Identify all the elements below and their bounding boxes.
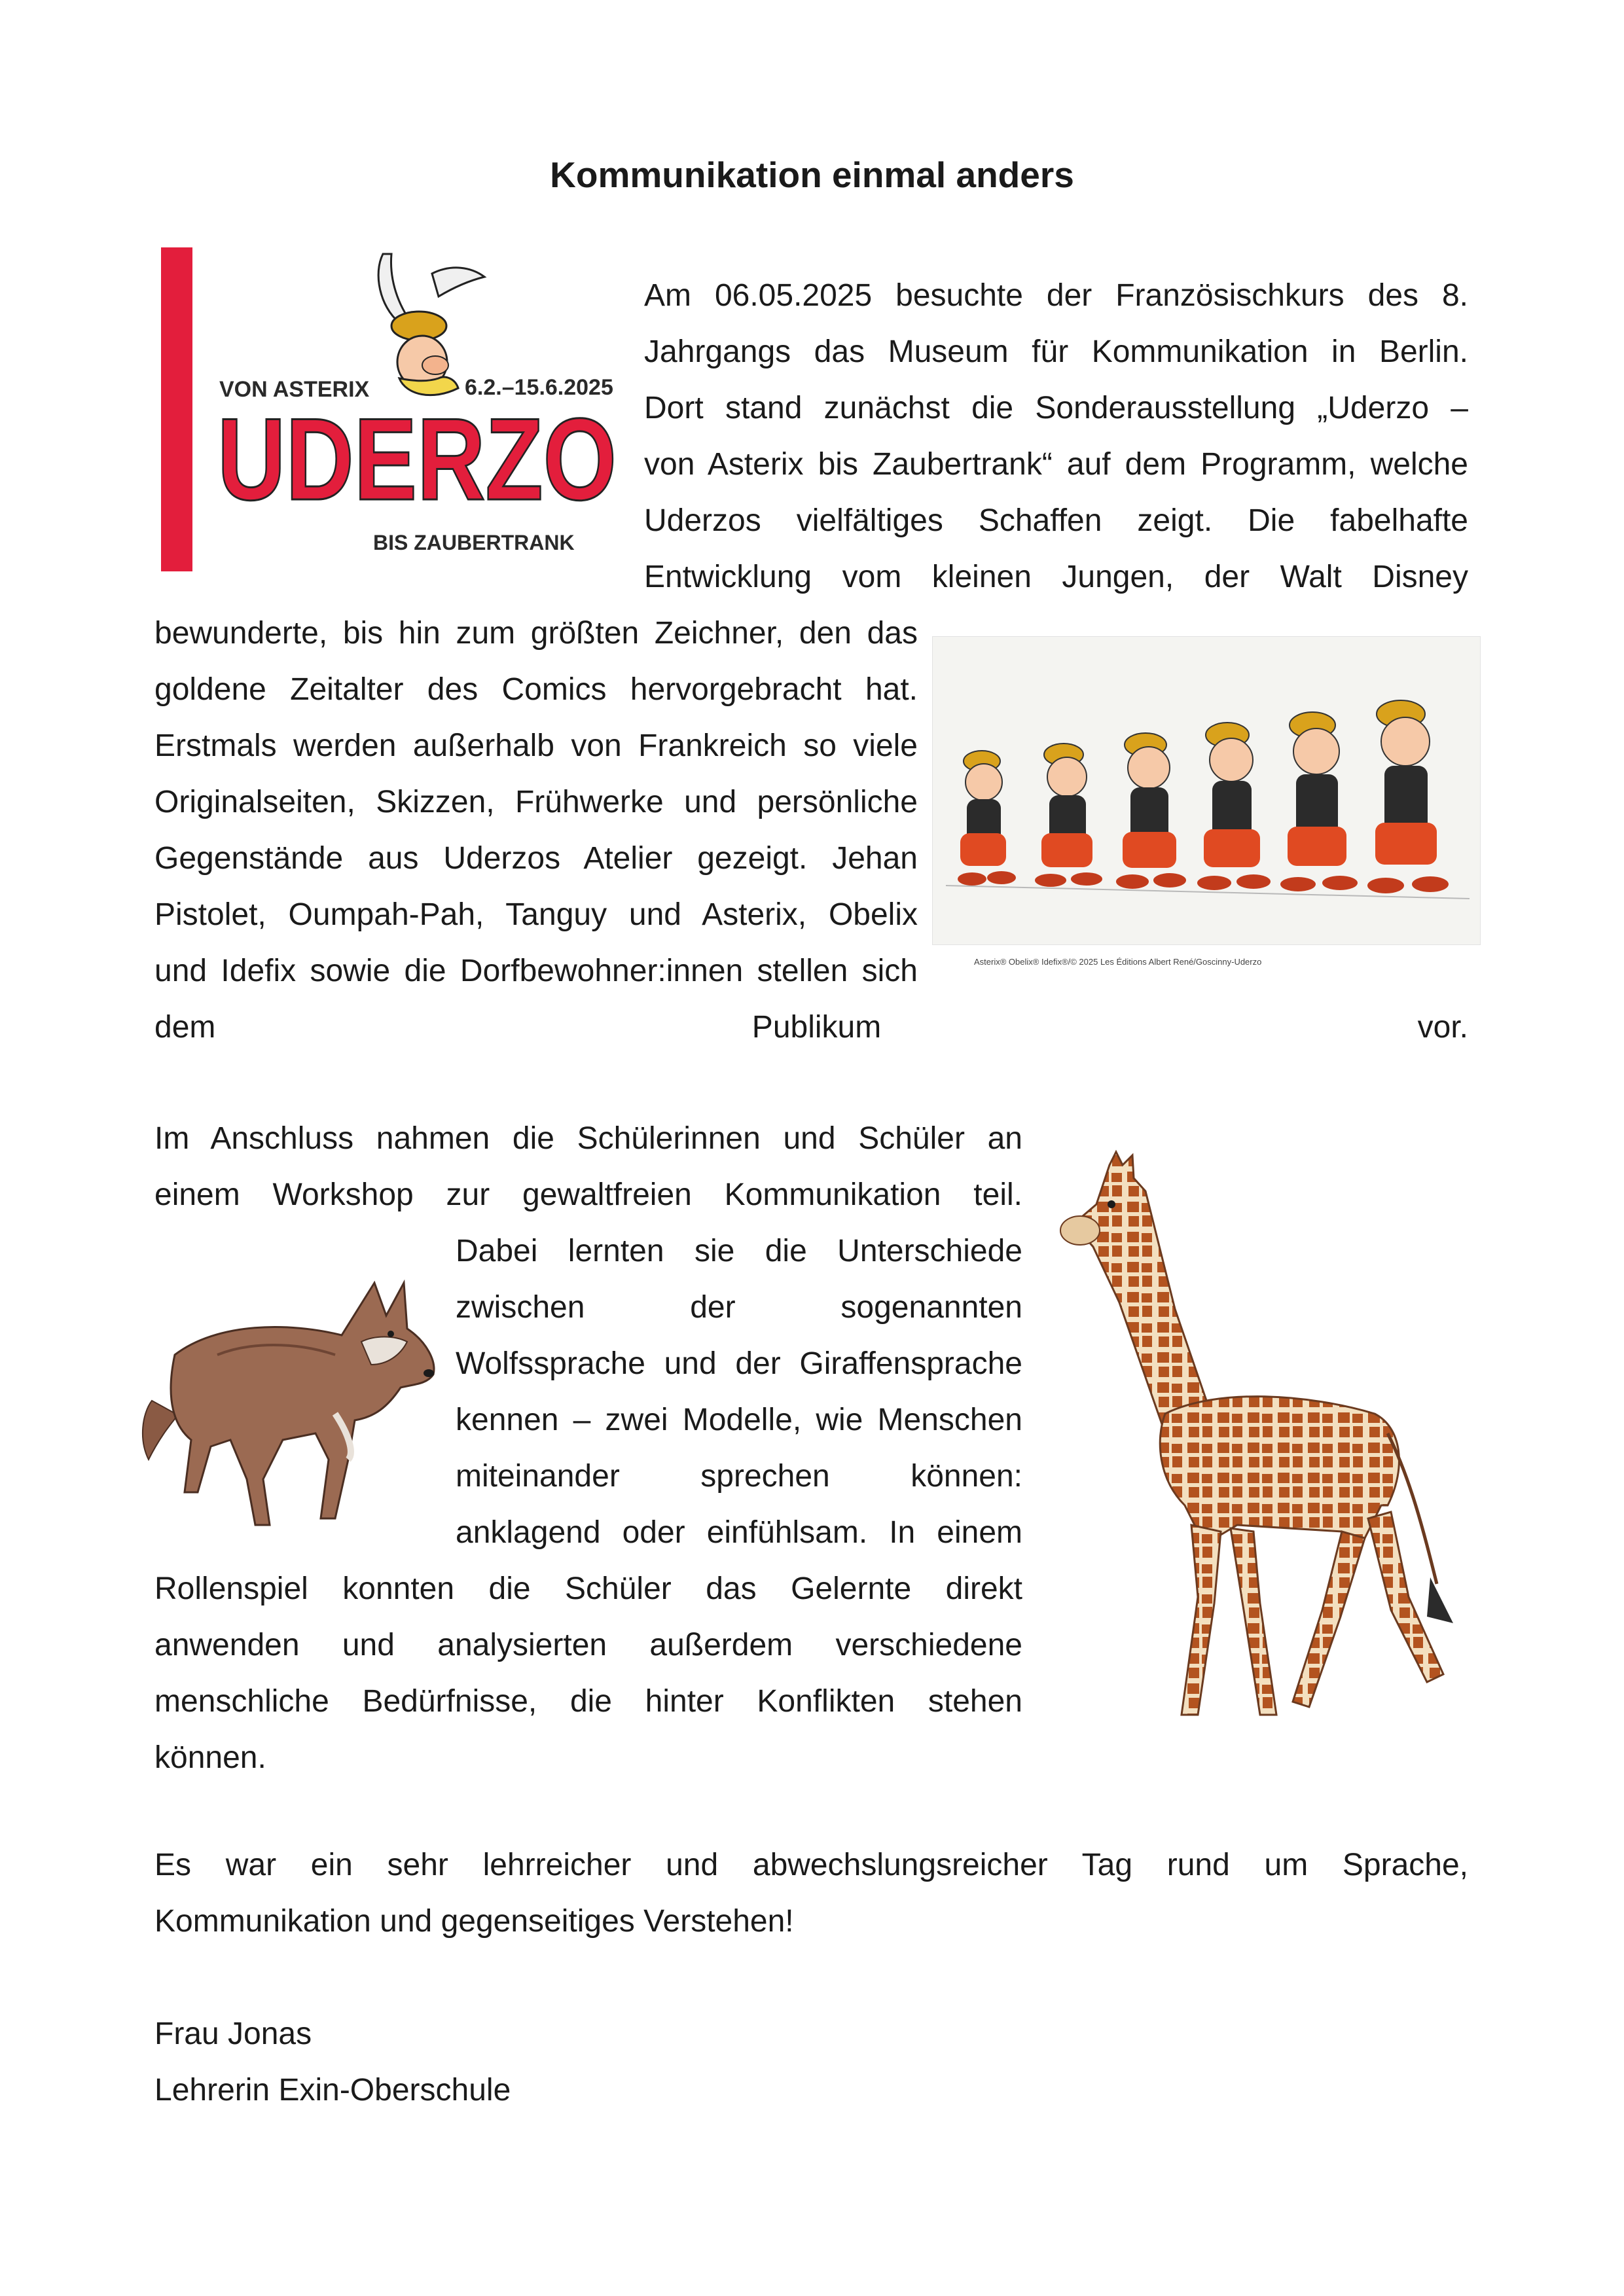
para2-line-4: zwischen der sogenannten (456, 1290, 1022, 1325)
para1-line-6: Entwicklung vom kleinen Jungen, der Walt Disney (644, 560, 1468, 594)
para1-line-1: Am 06.05.2025 besuchte der Französischkurs des 8. (644, 278, 1468, 313)
para2-line-6: kennen – zwei Modelle, wie Menschen (456, 1403, 1022, 1437)
para2-line-1: Im Anschluss nahmen die Schülerinnen und Schüler an (154, 1121, 1022, 1156)
giraffe-eye (1108, 1200, 1115, 1208)
asterix-figure-1 (958, 751, 1016, 886)
page-title: Kommunikation einmal anders (550, 154, 1074, 195)
asterix-march-illustration (932, 636, 1481, 945)
para1-line-10: Originalseiten, Skizzen, Frühwerke und persönliche (154, 785, 918, 819)
para2-line-10: anwenden und analysierten außerdem verschiedene (154, 1628, 1022, 1662)
para1-line-11: Gegenstände aus Uderzos Atelier gezeigt. Jehan (154, 841, 918, 876)
para1-line-4: von Asterix bis Zaubertrank“ auf dem Programm, welche (644, 447, 1468, 482)
para3-line-2: Kommunikation und gegenseitiges Verstehen! (154, 1904, 794, 1939)
para2-line-12: können. (154, 1740, 266, 1775)
uderzo-exhibition-logo (157, 247, 635, 571)
asterix-figure-6 (1367, 700, 1449, 893)
para1-line-13: und Idefix sowie die Dorfbewohner:innen stellen sich (154, 954, 918, 988)
asterix-figure-5 (1280, 712, 1358, 891)
para2-line-5: Wolfssprache und der Giraffensprache (456, 1346, 1022, 1381)
para2-line-2: einem Workshop zur gewaltfreien Kommunikation teil. (154, 1177, 1022, 1212)
wolf-illustration (139, 1244, 450, 1538)
logo-red-bar (161, 247, 192, 571)
para2-line-8: anklagend oder einfühlsam. In einem (456, 1515, 1022, 1550)
logo-main-text: UDERZO (217, 394, 617, 524)
asterix-figure-4 (1197, 723, 1271, 890)
para2-line-9: Rollenspiel konnten die Schüler das Gelernte direkt (154, 1571, 1022, 1606)
asterix-figure-3 (1116, 733, 1186, 889)
para1-line-2: Jahrgangs das Museum für Kommunikation in Berlin. (644, 334, 1468, 369)
para2-line-11: menschliche Bedürfnisse, die hinter Konflikten stehen (154, 1684, 1022, 1719)
signature-name: Frau Jonas (154, 2017, 312, 2051)
para3-line-1: Es war ein sehr lehrreicher und abwechslungsreicher Tag rund um Sprache, (154, 1848, 1468, 1882)
asterix-figure-2 (1035, 744, 1102, 887)
para2-line-7: miteinander sprechen können: (456, 1459, 1022, 1494)
para1-line-3: Dort stand zunächst die Sonderausstellung „Uderzo – (644, 391, 1468, 425)
logo-bottom-text: BIS ZAUBERTRANK (373, 531, 575, 554)
para1-line-12: Pistolet, Oumpah-Pah, Tanguy und Asterix, Obelix (154, 897, 918, 932)
asterix-copyright-caption: Asterix® Obelix® Idefix®/© 2025 Les Éditions Albert René/Goscinny-Uderzo (974, 957, 1262, 967)
logo-dates-text: 6.2.–15.6.2025 (465, 375, 613, 400)
para1-line-14: dem Publikum vor. (154, 1010, 1468, 1045)
wolf-eye (388, 1331, 394, 1337)
signature-role: Lehrerin Exin-Oberschule (154, 2073, 511, 2108)
para1-line-9: Erstmals werden außerhalb von Frankreich so viele (154, 728, 918, 763)
asterix-head-icon (378, 254, 484, 395)
para2-line-3: Dabei lernten sie die Unterschiede (456, 1234, 1022, 1268)
para1-line-5: Uderzos vielfältiges Schaffen zeigt. Die fabelhafte (644, 503, 1468, 538)
para1-line-7: bewunderte, bis hin zum größten Zeichner, den das (154, 616, 918, 651)
para1-line-8: goldene Zeitalter des Comics hervorgebracht hat. (154, 672, 918, 707)
logo-top-text: VON ASTERIX (219, 377, 370, 402)
giraffe-illustration (1034, 1139, 1506, 1728)
